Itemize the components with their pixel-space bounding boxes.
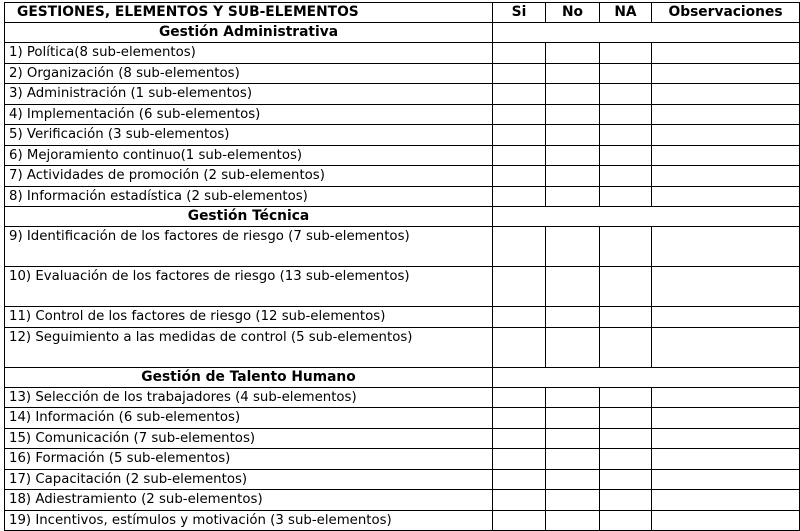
no-cell[interactable] [546, 267, 600, 307]
element-label: 3) Administración (1 sub-elementos) [5, 84, 493, 105]
observaciones-cell[interactable] [652, 43, 800, 64]
table-row [5, 307, 800, 328]
si-cell[interactable] [493, 387, 546, 408]
no-cell[interactable] [546, 428, 600, 449]
table-row [5, 145, 800, 166]
si-cell[interactable] [493, 428, 546, 449]
element-label: 7) Actividades de promoción (2 sub-elementos) [5, 166, 493, 187]
no-cell[interactable] [546, 186, 600, 207]
na-cell[interactable] [600, 186, 652, 207]
element-label: 14) Información (6 sub-elementos) [5, 408, 493, 429]
si-cell[interactable] [493, 166, 546, 187]
table-row [5, 166, 800, 187]
na-cell[interactable] [600, 449, 652, 470]
na-cell[interactable] [600, 227, 652, 267]
no-cell[interactable] [546, 63, 600, 84]
na-cell[interactable] [600, 490, 652, 511]
si-cell[interactable] [493, 186, 546, 207]
no-cell[interactable] [546, 84, 600, 105]
element-label: 2) Organización (8 sub-elementos) [5, 63, 493, 84]
element-label: 11) Control de los factores de riesgo (12 sub-elementos) [5, 307, 493, 328]
no-cell[interactable] [546, 387, 600, 408]
element-label: 15) Comunicación (7 sub-elementos) [5, 428, 493, 449]
no-cell[interactable] [546, 327, 600, 367]
table-row [5, 469, 800, 490]
na-cell[interactable] [600, 84, 652, 105]
table-row [5, 186, 800, 207]
observaciones-cell[interactable] [652, 125, 800, 146]
header-gestiones: GESTIONES, ELEMENTOS Y SUB-ELEMENTOS [5, 3, 493, 23]
table-row [5, 125, 800, 146]
si-cell[interactable] [493, 63, 546, 84]
na-cell[interactable] [600, 428, 652, 449]
na-cell[interactable] [600, 125, 652, 146]
table-row [5, 327, 800, 367]
header-observaciones: Observaciones [652, 3, 800, 23]
element-label: 9) Identificación de los factores de riesgo (7 sub-elementos) [5, 227, 493, 267]
na-cell[interactable] [600, 166, 652, 187]
observaciones-cell[interactable] [652, 186, 800, 207]
na-cell[interactable] [600, 63, 652, 84]
table-row [5, 387, 800, 408]
section-title: Gestión Administrativa [5, 23, 493, 43]
table-row [5, 490, 800, 511]
table-row [5, 449, 800, 470]
observaciones-cell[interactable] [652, 227, 800, 267]
si-cell[interactable] [493, 227, 546, 267]
si-cell[interactable] [493, 307, 546, 328]
no-cell[interactable] [546, 510, 600, 531]
si-cell[interactable] [493, 449, 546, 470]
si-cell[interactable] [493, 125, 546, 146]
no-cell[interactable] [546, 307, 600, 328]
element-label: 5) Verificación (3 sub-elementos) [5, 125, 493, 146]
na-cell[interactable] [600, 104, 652, 125]
table-row [5, 267, 800, 307]
section-title: Gestión Técnica [5, 207, 493, 227]
no-cell[interactable] [546, 490, 600, 511]
table-row [5, 43, 800, 64]
section-row [5, 367, 800, 387]
si-cell[interactable] [493, 267, 546, 307]
observaciones-cell[interactable] [652, 408, 800, 429]
si-cell[interactable] [493, 43, 546, 64]
si-cell[interactable] [493, 510, 546, 531]
section-row [5, 23, 800, 43]
table-row [5, 428, 800, 449]
header-si: Si [493, 3, 546, 23]
section-blank-cell [493, 367, 800, 387]
observaciones-cell[interactable] [652, 104, 800, 125]
element-label: 13) Selección de los trabajadores (4 sub-elementos) [5, 387, 493, 408]
header-na: NA [600, 3, 652, 23]
header-no: No [546, 3, 600, 23]
na-cell[interactable] [600, 267, 652, 307]
na-cell[interactable] [600, 145, 652, 166]
si-cell[interactable] [493, 145, 546, 166]
table-row [5, 104, 800, 125]
na-cell[interactable] [600, 510, 652, 531]
element-label: 16) Formación (5 sub-elementos) [5, 449, 493, 470]
na-cell[interactable] [600, 387, 652, 408]
element-label: 8) Información estadística (2 sub-elementos) [5, 186, 493, 207]
observaciones-cell[interactable] [652, 428, 800, 449]
element-label: 19) Incentivos, estímulos y motivación (3 sub-elementos) [5, 510, 493, 531]
element-label: 18) Adiestramiento (2 sub-elementos) [5, 490, 493, 511]
si-cell[interactable] [493, 408, 546, 429]
checklist-table [4, 2, 800, 531]
no-cell[interactable] [546, 227, 600, 267]
observaciones-cell[interactable] [652, 327, 800, 367]
si-cell[interactable] [493, 84, 546, 105]
observaciones-cell[interactable] [652, 490, 800, 511]
na-cell[interactable] [600, 327, 652, 367]
si-cell[interactable] [493, 327, 546, 367]
observaciones-cell[interactable] [652, 166, 800, 187]
no-cell[interactable] [546, 104, 600, 125]
section-row [5, 207, 800, 227]
no-cell[interactable] [546, 469, 600, 490]
no-cell[interactable] [546, 449, 600, 470]
table-row [5, 408, 800, 429]
observaciones-cell[interactable] [652, 145, 800, 166]
na-cell[interactable] [600, 469, 652, 490]
na-cell[interactable] [600, 408, 652, 429]
section-blank-cell [493, 23, 800, 43]
si-cell[interactable] [493, 469, 546, 490]
no-cell[interactable] [546, 166, 600, 187]
element-label: 17) Capacitación (2 sub-elementos) [5, 469, 493, 490]
observaciones-cell[interactable] [652, 267, 800, 307]
observaciones-cell[interactable] [652, 449, 800, 470]
observaciones-cell[interactable] [652, 510, 800, 531]
si-cell[interactable] [493, 104, 546, 125]
element-label: 1) Política(8 sub-elementos) [5, 43, 493, 64]
no-cell[interactable] [546, 125, 600, 146]
observaciones-cell[interactable] [652, 307, 800, 328]
na-cell[interactable] [600, 43, 652, 64]
element-label: 4) Implementación (6 sub-elementos) [5, 104, 493, 125]
element-label: 10) Evaluación de los factores de riesgo (13 sub-elementos) [5, 267, 493, 307]
section-title: Gestión de Talento Humano [5, 367, 493, 387]
observaciones-cell[interactable] [652, 387, 800, 408]
header-row [5, 3, 800, 23]
no-cell[interactable] [546, 43, 600, 64]
element-label: 12) Seguimiento a las medidas de control (5 sub-elementos) [5, 327, 493, 367]
element-label: 6) Mejoramiento continuo(1 sub-elementos) [5, 145, 493, 166]
observaciones-cell[interactable] [652, 469, 800, 490]
observaciones-cell[interactable] [652, 63, 800, 84]
section-blank-cell [493, 207, 800, 227]
observaciones-cell[interactable] [652, 84, 800, 105]
table-row [5, 84, 800, 105]
table-row [5, 63, 800, 84]
si-cell[interactable] [493, 490, 546, 511]
table-row [5, 227, 800, 267]
no-cell[interactable] [546, 408, 600, 429]
no-cell[interactable] [546, 145, 600, 166]
table-row [5, 510, 800, 531]
na-cell[interactable] [600, 307, 652, 328]
